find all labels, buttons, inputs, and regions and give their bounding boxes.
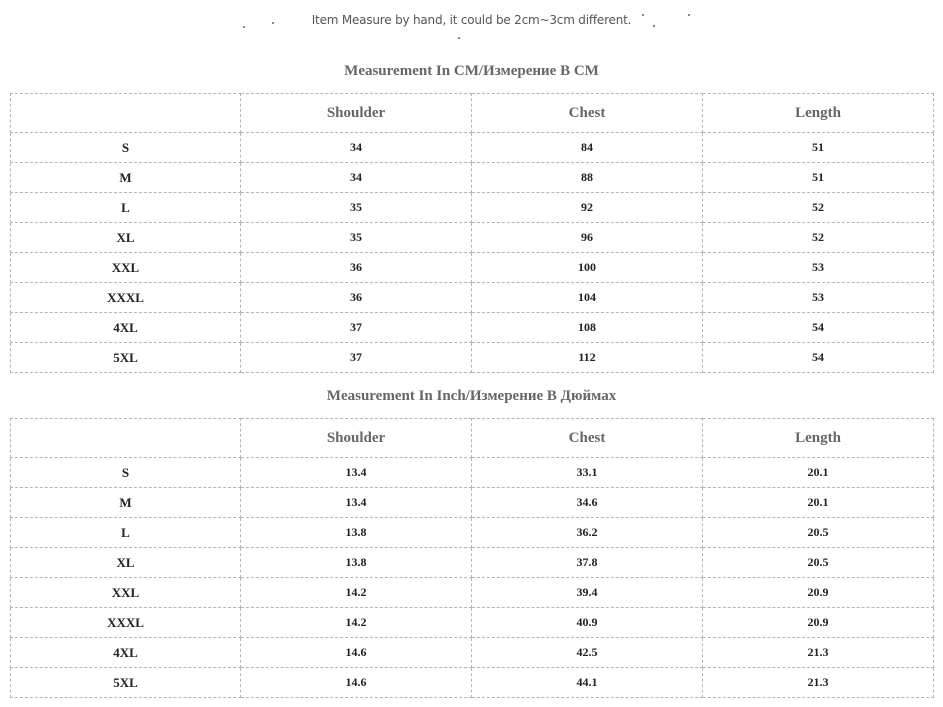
table-row <box>11 133 934 163</box>
shoulder-cell: 37 <box>241 343 472 373</box>
measure-note: Item Measure by hand, it could be 2cm~3cm different. <box>311 13 632 27</box>
cm-table-caption: Measurement In CM/Измерение В СМ <box>344 63 599 79</box>
size-cell: L <box>11 518 241 548</box>
size-cell: XXXL <box>11 608 241 638</box>
size-cell: XL <box>11 548 241 578</box>
size-cell: S <box>11 458 241 488</box>
length-cell: 51 <box>703 163 934 193</box>
table-row <box>11 163 934 193</box>
chest-cell: 44.1 <box>472 668 703 698</box>
table-row <box>11 518 934 548</box>
header-size <box>11 94 241 133</box>
length-cell: 51 <box>703 133 934 163</box>
length-cell: 54 <box>703 343 934 373</box>
length-cell: 20.5 <box>703 518 934 548</box>
length-cell: 20.9 <box>703 608 934 638</box>
header-size <box>11 419 241 458</box>
table-row <box>11 253 934 283</box>
header-chest: Chest <box>472 419 703 458</box>
header-shoulder: Shoulder <box>241 94 472 133</box>
chest-cell: 104 <box>472 283 703 313</box>
chest-cell: 39.4 <box>472 578 703 608</box>
table-row <box>11 638 934 668</box>
shoulder-cell: 13.4 <box>241 488 472 518</box>
length-cell: 20.1 <box>703 458 934 488</box>
length-cell: 20.5 <box>703 548 934 578</box>
chest-cell: 108 <box>472 313 703 343</box>
chest-cell: 33.1 <box>472 458 703 488</box>
length-cell: 20.9 <box>703 578 934 608</box>
table-header-row <box>11 94 934 133</box>
header-length: Length <box>703 419 934 458</box>
chest-cell: 88 <box>472 163 703 193</box>
chest-cell: 34.6 <box>472 488 703 518</box>
length-cell: 21.3 <box>703 638 934 668</box>
size-cell: S <box>11 133 241 163</box>
shoulder-cell: 34 <box>241 133 472 163</box>
table-row <box>11 458 934 488</box>
table-header-row <box>11 419 934 458</box>
size-table-cm <box>10 93 934 373</box>
size-cell: M <box>11 163 241 193</box>
table-row <box>11 608 934 638</box>
table-row <box>11 223 934 253</box>
table-row <box>11 343 934 373</box>
shoulder-cell: 35 <box>241 223 472 253</box>
length-cell: 52 <box>703 193 934 223</box>
size-cell: XXXL <box>11 283 241 313</box>
chest-cell: 40.9 <box>472 608 703 638</box>
chest-cell: 100 <box>472 253 703 283</box>
header-shoulder: Shoulder <box>241 419 472 458</box>
size-table-inch <box>10 418 934 698</box>
stray-dot <box>458 37 460 39</box>
table-row <box>11 548 934 578</box>
shoulder-cell: 36 <box>241 283 472 313</box>
length-cell: 53 <box>703 253 934 283</box>
size-cell: XXL <box>11 578 241 608</box>
chest-cell: 36.2 <box>472 518 703 548</box>
shoulder-cell: 14.2 <box>241 608 472 638</box>
length-cell: 52 <box>703 223 934 253</box>
shoulder-cell: 13.4 <box>241 458 472 488</box>
header-chest: Chest <box>472 94 703 133</box>
table-row <box>11 488 934 518</box>
length-cell: 21.3 <box>703 668 934 698</box>
table-row <box>11 193 934 223</box>
chest-cell: 84 <box>472 133 703 163</box>
size-cell: 4XL <box>11 313 241 343</box>
size-cell: M <box>11 488 241 518</box>
shoulder-cell: 13.8 <box>241 548 472 578</box>
length-cell: 53 <box>703 283 934 313</box>
shoulder-cell: 14.2 <box>241 578 472 608</box>
chest-cell: 42.5 <box>472 638 703 668</box>
inch-table-caption: Measurement In Inch/Измерение В Дюймах <box>326 388 617 404</box>
table-row <box>11 313 934 343</box>
size-cell: L <box>11 193 241 223</box>
size-cell: 5XL <box>11 668 241 698</box>
shoulder-cell: 34 <box>241 163 472 193</box>
chest-cell: 96 <box>472 223 703 253</box>
table-row <box>11 668 934 698</box>
header-length: Length <box>703 94 934 133</box>
shoulder-cell: 14.6 <box>241 668 472 698</box>
size-cell: 4XL <box>11 638 241 668</box>
shoulder-cell: 35 <box>241 193 472 223</box>
chest-cell: 92 <box>472 193 703 223</box>
shoulder-cell: 14.6 <box>241 638 472 668</box>
shoulder-cell: 13.8 <box>241 518 472 548</box>
size-cell: XL <box>11 223 241 253</box>
size-cell: XXL <box>11 253 241 283</box>
chest-cell: 37.8 <box>472 548 703 578</box>
size-cell: 5XL <box>11 343 241 373</box>
chest-cell: 112 <box>472 343 703 373</box>
table-row <box>11 578 934 608</box>
shoulder-cell: 37 <box>241 313 472 343</box>
length-cell: 54 <box>703 313 934 343</box>
table-row <box>11 283 934 313</box>
length-cell: 20.1 <box>703 488 934 518</box>
shoulder-cell: 36 <box>241 253 472 283</box>
